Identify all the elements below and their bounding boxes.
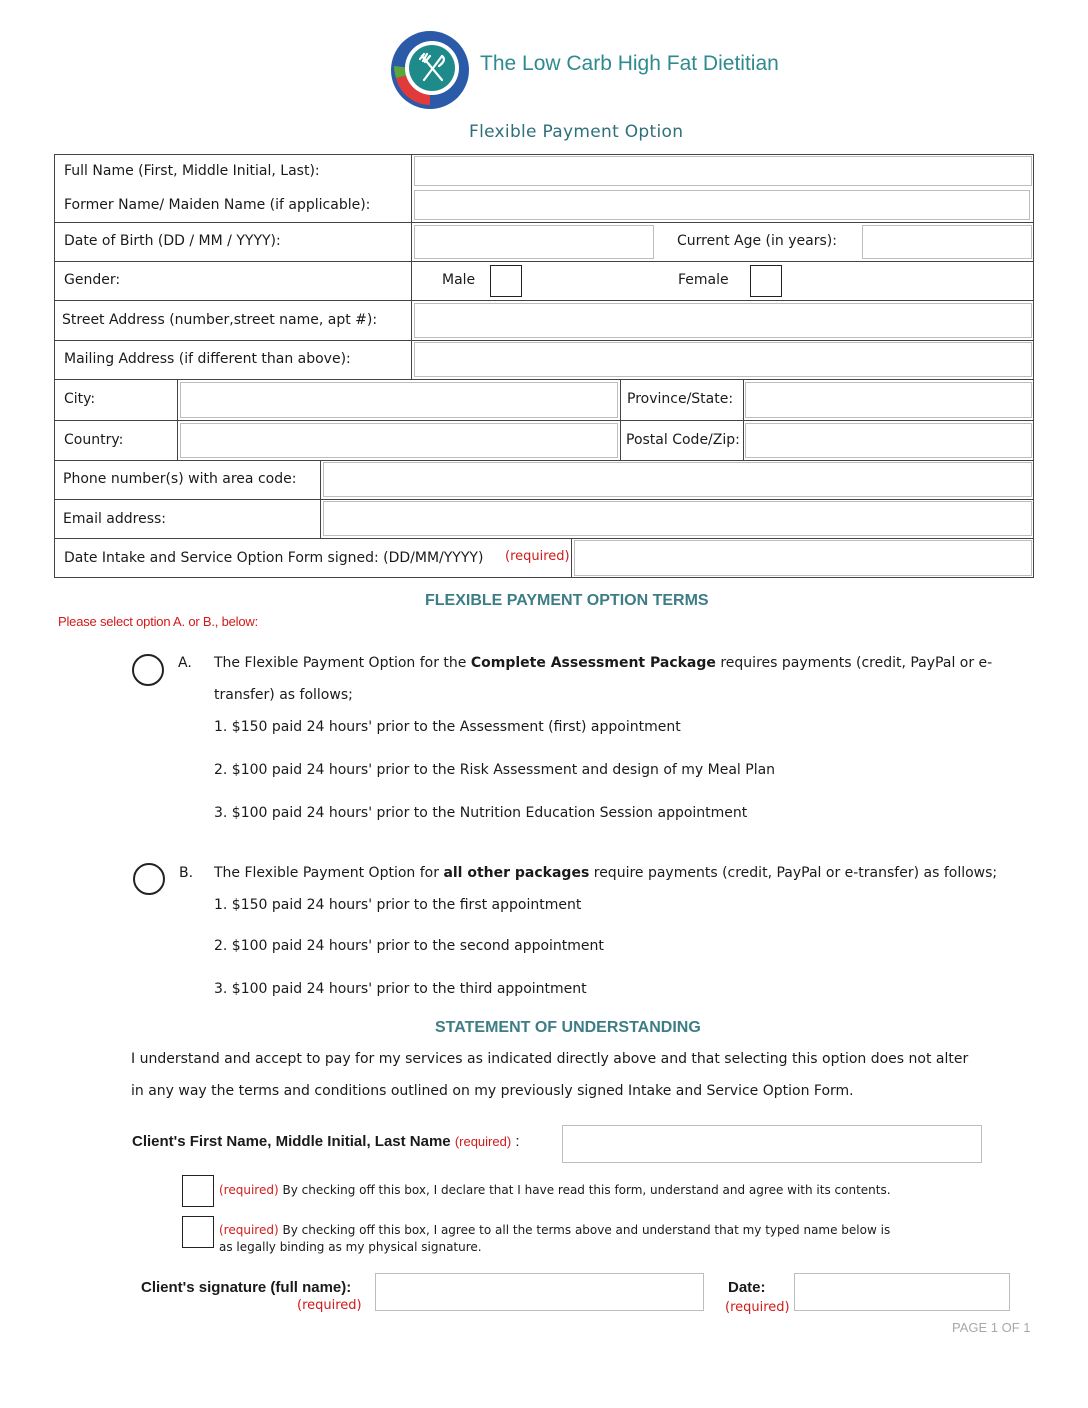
country-input[interactable] — [180, 423, 618, 458]
date-signed-required: (required) — [505, 549, 570, 564]
read-agree-text — [219, 1183, 891, 1197]
page-number: PAGE 1 OF 1 — [952, 1320, 1031, 1335]
date-required: (required) — [725, 1300, 790, 1315]
signature-label: Client's signature (full name): — [141, 1279, 352, 1296]
female-label: Female — [678, 272, 729, 288]
phone-label: Phone number(s) with area code: — [63, 471, 297, 487]
date-label: Date: — [728, 1279, 766, 1296]
option-a-intro-pre: The Flexible Payment Option for the — [214, 655, 471, 671]
read-agree-checkbox[interactable] — [182, 1175, 214, 1207]
male-label: Male — [442, 272, 476, 288]
city-label: City: — [64, 391, 96, 407]
date-input[interactable] — [794, 1273, 1010, 1311]
province-input[interactable] — [745, 382, 1032, 418]
terms-heading: FLEXIBLE PAYMENT OPTION TERMS — [425, 592, 709, 609]
client-name-label — [132, 1133, 520, 1150]
signature-required: (required) — [297, 1298, 362, 1313]
option-a-letter: A. — [178, 655, 192, 671]
dob-input[interactable] — [414, 225, 654, 259]
option-b-intro — [214, 865, 997, 881]
email-input[interactable] — [323, 501, 1032, 536]
province-label: Province/State: — [627, 391, 734, 407]
option-a-intro — [214, 655, 992, 671]
country-label: Country: — [64, 432, 124, 448]
street-address-label: Street Address (number,street name, apt #): — [62, 312, 378, 328]
option-b-radio[interactable] — [133, 863, 165, 895]
binding-signature-text — [219, 1222, 890, 1256]
binding-statement-line-1: By checking off this box, I agree to all the terms above and understand that my typed name below is — [282, 1223, 891, 1237]
dob-label: Date of Birth (DD / MM / YYYY): — [64, 233, 281, 249]
brand-name: The Low Carb High Fat Dietitian — [480, 52, 779, 75]
select-option-note: Please select option A. or B., below: — [58, 614, 258, 629]
option-a-item-3: 3. $100 paid 24 hours' prior to the Nutrition Education Session appointment — [214, 805, 748, 821]
option-b-letter: B. — [179, 865, 194, 881]
phone-input[interactable] — [323, 462, 1032, 497]
read-agree-statement: By checking off this box, I declare that I have read this form, understand and agree with its contents. — [282, 1183, 891, 1197]
client-name-required: (required) — [454, 1134, 512, 1149]
page-title: Flexible Payment Option — [469, 122, 684, 142]
client-name-input[interactable] — [562, 1125, 982, 1163]
full-name-input[interactable] — [414, 156, 1032, 186]
read-agree-required: (required) — [219, 1183, 279, 1197]
date-signed-input[interactable] — [574, 540, 1032, 576]
option-a-package: Complete Assessment Package — [470, 655, 716, 671]
female-checkbox[interactable] — [750, 265, 782, 297]
client-name-colon: : — [515, 1133, 520, 1150]
age-input[interactable] — [862, 225, 1032, 259]
postal-input[interactable] — [745, 423, 1032, 458]
option-a-intro-post: requires payments (credit, PayPal or e- — [715, 655, 993, 671]
binding-required: (required) — [219, 1223, 279, 1237]
street-address-input[interactable] — [414, 303, 1032, 338]
option-b-item-1: 1. $150 paid 24 hours' prior to the first appointment — [214, 897, 582, 913]
signature-input[interactable] — [375, 1273, 704, 1311]
mailing-address-label: Mailing Address (if different than above): — [64, 351, 351, 367]
logo — [390, 30, 470, 110]
fork-knife-plate-icon — [390, 30, 470, 110]
option-b-item-3: 3. $100 paid 24 hours' prior to the third appointment — [214, 981, 587, 997]
client-name-label-text: Client's First Name, Middle Initial, Last Name — [132, 1133, 451, 1150]
date-signed-label: Date Intake and Service Option Form signed: (DD/MM/YYYY) — [64, 550, 484, 566]
statement-line-2: in any way the terms and conditions outlined on my previously signed Intake and Service Option Form. — [131, 1083, 854, 1099]
postal-label: Postal Code/Zip: — [626, 432, 740, 448]
option-a-item-2: 2. $100 paid 24 hours' prior to the Risk Assessment and design of my Meal Plan — [214, 762, 776, 778]
option-b-item-2: 2. $100 paid 24 hours' prior to the second appointment — [214, 938, 604, 954]
email-label: Email address: — [63, 511, 167, 527]
option-a-radio[interactable] — [132, 654, 164, 686]
option-a-item-1: 1. $150 paid 24 hours' prior to the Assessment (first) appointment — [214, 719, 681, 735]
statement-heading: STATEMENT OF UNDERSTANDING — [435, 1019, 701, 1036]
option-b-package: all other packages — [443, 865, 590, 881]
full-name-label: Full Name (First, Middle Initial, Last): — [64, 163, 320, 179]
binding-statement-line-2: as legally binding as my physical signature. — [219, 1240, 482, 1254]
option-b-intro-pre: The Flexible Payment Option for — [214, 865, 444, 881]
city-input[interactable] — [180, 382, 618, 418]
statement-line-1: I understand and accept to pay for my services as indicated directly above and that selecting this option does not alter — [131, 1051, 969, 1067]
binding-signature-checkbox[interactable] — [182, 1216, 214, 1248]
age-label: Current Age (in years): — [677, 233, 837, 249]
mailing-address-input[interactable] — [414, 342, 1032, 377]
male-checkbox[interactable] — [490, 265, 522, 297]
former-name-label: Former Name/ Maiden Name (if applicable): — [64, 197, 371, 213]
former-name-input[interactable] — [414, 190, 1030, 220]
option-b-intro-post: require payments (credit, PayPal or e-transfer) as follows; — [589, 865, 998, 881]
option-a-intro-line2: transfer) as follows; — [214, 687, 353, 703]
gender-label: Gender: — [64, 272, 121, 288]
